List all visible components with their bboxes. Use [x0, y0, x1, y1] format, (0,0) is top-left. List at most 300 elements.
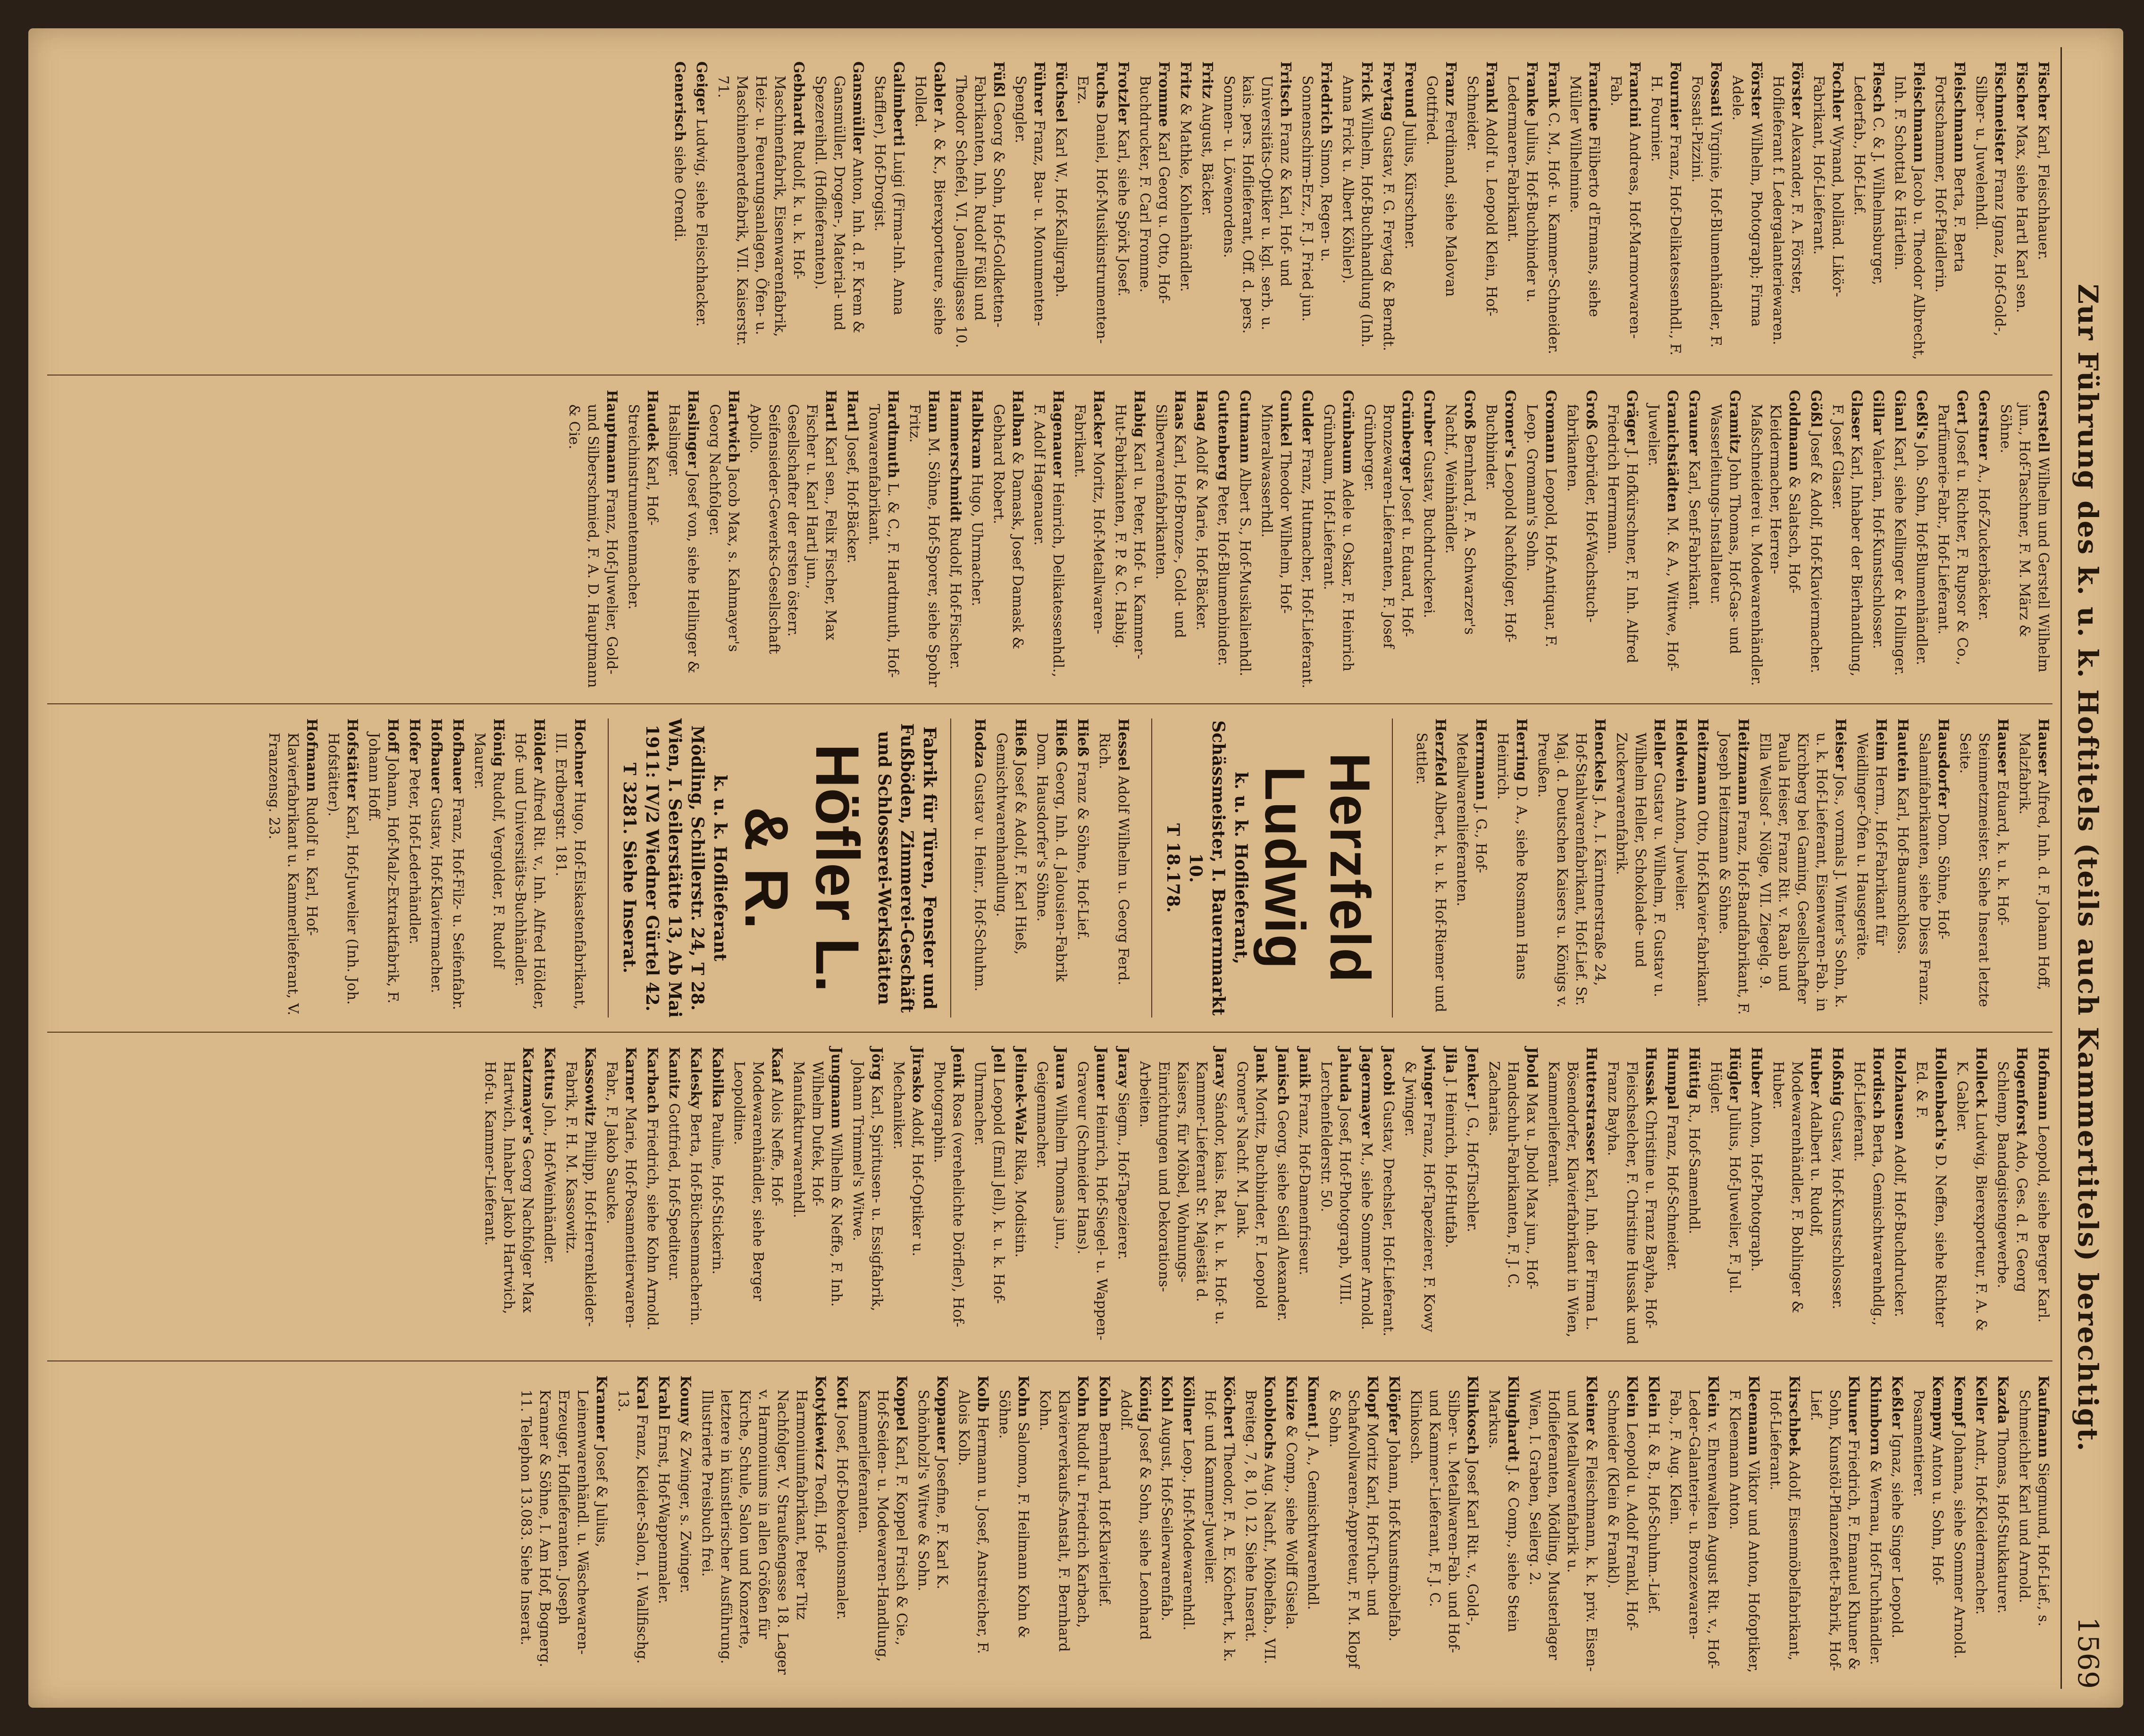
entry-name: Hieß [1074, 718, 1091, 757]
entry-text: Rudolf, Vergolder, F. Rudolf Maurer. [471, 732, 507, 968]
entry-name: Habig [1131, 390, 1147, 438]
entry-text: Franz Ignaz, Hof-Gold-, Silber- u. Juwelenhdl. [1973, 75, 2008, 336]
directory-entry [1974, 390, 1993, 689]
directory-entry [405, 718, 424, 1018]
directory-entry [1828, 1047, 1847, 1346]
entry-name: Halban [1009, 390, 1026, 447]
directory-entry [1693, 718, 1712, 1018]
directory-entry [745, 390, 840, 689]
directory-entry [1319, 390, 1357, 689]
directory-entry [1647, 61, 1684, 360]
directory-entry [1452, 718, 1490, 1018]
entry-name: Gabler [931, 61, 947, 115]
directory-entry [1866, 1376, 1884, 1675]
entry-text: Karl, Inh. der Firma L. Bösendorfer, Klavierfabrikant in Wien, Kammerlieferant. [1545, 1061, 1600, 1337]
directory-entry [540, 1047, 559, 1346]
entry-name: Keßler [1889, 1375, 1905, 1429]
entry-text: Bernhard, Hof-Klavierlief. [1096, 1422, 1113, 1607]
entry-name: Hofmann [303, 718, 320, 792]
entry-name: Hordisch [1870, 1047, 1886, 1119]
entry-name: Groß [1461, 390, 1478, 430]
directory-entry [1993, 1047, 2031, 1346]
entry-text: & Fleischmann, k. k. priv. Eisen- und Metallwarenfabrik u. Hoflieferanten, Mödling, Musterlager Wien, I. Graben, Seilerg. 2. [1526, 1389, 1600, 1672]
entry-name: Kempny [1929, 1375, 1946, 1440]
entry-name: Granichstädten [1664, 390, 1681, 513]
entry-name: Hutterstrasser [1583, 1047, 1600, 1164]
directory-entry [697, 1376, 829, 1675]
directory-entry [1934, 390, 1971, 689]
entry-text: Julius, Hof-Juwelier, F. Jul. Hügler. [1708, 1061, 1743, 1294]
directory-columns [47, 47, 2052, 1689]
directory-entry [1379, 61, 1398, 360]
directory-entry [713, 61, 808, 360]
entry-text: Karl sen., Felix Fischer, Max Fischer u. Karl Hartl jun., Gesellschafter der ersten österr. Seifensieder-Gewerks-Gesellschaft Apollo. [747, 404, 839, 654]
directory-entry [1051, 61, 1070, 360]
directory-entry [643, 1047, 662, 1346]
entry-text: Josef Karl Rit. v., Gold-, Silber- u. Metallwaren-Fab. und Hof- und Kammer-Lieferant, F. J. C. Klinkosch. [1407, 1389, 1481, 1653]
entry-name: Hartwich [725, 390, 742, 463]
directory-entry [1484, 1047, 1541, 1346]
directory-entry [1400, 61, 1419, 360]
entry-text: Karl, siehe Kellinger & Hollinger. [1892, 436, 1908, 676]
entry-name: Führer [1031, 61, 1047, 116]
entry-name: Gromann [1542, 390, 1559, 464]
entry-text: J. Hofkürschner, F. Inh. Alfred Friedrich Herrmann. [1605, 404, 1640, 663]
entry-name: Guttenberg [1215, 390, 1231, 481]
entry-name: Fritz [1177, 61, 1194, 99]
entry-text: Albert S., Hof-Musikalienhdl. [1237, 468, 1253, 676]
entry-name: Heim [1873, 718, 1889, 761]
directory-entry [848, 1047, 886, 1346]
directory-entry [1463, 1047, 1482, 1346]
entry-name: Knoblochs [1261, 1375, 1278, 1459]
directory-entry [889, 1047, 927, 1346]
entry-text: Bernhard, F. A. Schwarzer's Nachf., Weinhändler. [1442, 404, 1478, 635]
entry-name: König [1137, 1375, 1153, 1423]
directory-entry [1032, 718, 1070, 1018]
directory-entry [1338, 61, 1376, 360]
entry-name: Herzfeld [1432, 718, 1449, 787]
directory-entry [905, 390, 943, 689]
entry-name: Holleck [1973, 1047, 1989, 1108]
entry-name: Groner's [1502, 390, 1518, 458]
entry-text: J. & Comp., siehe Stein Markus. [1486, 1389, 1521, 1632]
directory-entry [1303, 1376, 1322, 1675]
directory-entry [1725, 1376, 1763, 1675]
hofler-ad-address-1: Mödling, Schillerstr. 24, T 28. [687, 725, 707, 1011]
entry-text: v. Ehrenwalten August Rit. v., Hof-Leder-Galanterie- u. Bronzewaren-Fab., F. Aug. Klein. [1667, 1389, 1721, 1669]
entry-text: Franz, Hof-Damenfriseur. [1296, 1093, 1313, 1276]
directory-entry [1563, 390, 1600, 689]
entry-name: Jahuda [1337, 1047, 1353, 1102]
entry-text: Aug. Nachf., Möbelfab., VII. Breiteg. 7, 8, 10, 12. Siehe Inserat. [1242, 1389, 1278, 1664]
entry-name: Goldmann [1786, 390, 1802, 472]
entry-name: Hauser [2035, 718, 2052, 776]
entry-text: Hugo, Uhrmacher. [969, 473, 985, 607]
entry-text: Theodor Wilhelm, Hof-Mineralwasserhdl. [1258, 404, 1294, 614]
entry-text: Leopold, siehe Berger Karl. [2035, 1125, 2052, 1323]
entry-text: J. A., Gemischtwarenhdl. [1305, 1433, 1321, 1610]
directory-entry [970, 1047, 1008, 1346]
entry-text: Anton, Hof-Photograph. [1748, 1101, 1765, 1272]
entry-text: Wilhelm, Hof-Buchhandlung (Inh. Anna Frick u. Albert Köhler). [1340, 75, 1375, 348]
entry-text: Ernst, Hof-Wappenmaler. [655, 1424, 672, 1604]
directory-entry [1909, 1376, 1947, 1675]
herzfeld-ad-title: Herzfeld Ludwig [1253, 752, 1382, 984]
entry-name: Krahl [655, 1375, 672, 1420]
directory-entry [1768, 1047, 1825, 1346]
entry-text: Josef & Julius, Leinenwarenhändl. u. Wäschewaren-Erzeuger, Hoflieferanten. Joseph Kranner & Söhne, I. Am Hof, Bognerg. 11. Telephon 13.083. Siehe Inserat. [518, 1389, 610, 1668]
directory-entry [324, 718, 361, 1018]
entry-text: Luigi (Firma-Inh. Anna Staffler), Hof-Drogist. [871, 75, 907, 316]
entry-text: Georg, Inh. d. Jalousien-Fabrik Dom. Hausdorfer's Söhne. [1034, 732, 1069, 982]
entry-name: Kalesky [687, 1047, 704, 1109]
entry-text: Karl, Inhaber der Bierhandlung, F. Josef Glaser. [1829, 404, 1865, 677]
entry-text: Moritz Karl, Hof-Tuch- und Schafwollwaren-Appreteur, F. M. Klopf & Sohn. [1326, 1389, 1381, 1669]
directory-entry [1325, 1376, 1382, 1675]
directory-entry [564, 390, 621, 689]
entry-name: Kohn [1015, 1375, 1031, 1418]
entry-text: Leopold, Hof-Antiquar, F. Leop. Gromann's Sohn. [1524, 404, 1559, 648]
entry-name: Hofbauer [428, 718, 444, 793]
hofler-ad-phone: T 3281. Siehe Inserat. [620, 762, 639, 974]
entry-text: Joh., Hof-Weinhändler. [541, 1104, 558, 1265]
entry-text: Thomas, Hof-Stukkaturer. [1994, 1428, 2011, 1614]
entry-name: Klinghardt [1505, 1375, 1521, 1462]
directory-entry [1747, 390, 1803, 689]
entry-text: John Thomas, Hof-Gas- und Wasserleitungs-Installateur. [1708, 404, 1743, 654]
hofler-ad-title: Höfler L. & R. [732, 743, 872, 993]
entry-text: Alfred, Inh. d. F. Johann Hoff, Malzfabrik. [2016, 732, 2052, 991]
entry-name: Klinkosch [1464, 1375, 1481, 1455]
directory-entry [1566, 61, 1603, 360]
entry-name: Francine [1586, 61, 1602, 132]
entry-name: Galimberti [890, 61, 907, 147]
directory-entry [1887, 1376, 1906, 1675]
herzfeld-ad-line: k. u. k. Hoflieferant, Schässmeister, I. Bauernmarkt 10. [1186, 720, 1251, 1016]
directory-entry [995, 1376, 1032, 1675]
entry-text: Rudolf u. Friedrich Karbach, Klavierverkaufs-Anstalt, F. Bernhard Kohn. [1037, 1389, 1091, 1652]
column-3-entries-bottom [264, 718, 589, 1018]
directory-entry [1755, 718, 1850, 1018]
directory-entry [1419, 390, 1438, 689]
directory-entry [1606, 61, 1644, 360]
entry-text: Karl, F. Koppel Frisch & Cie., Hof-Seiden- u. Modewaren-Handlung, Kammerlieferanten. [855, 1389, 910, 1662]
directory-entry [1073, 61, 1111, 360]
entry-name: Frank [1545, 61, 1562, 108]
entry-text: Gustav, Hof-Klaviermacher. [428, 797, 444, 993]
entry-name: Hautein [1894, 718, 1911, 783]
entry-name: Kohl [1158, 1375, 1175, 1413]
entry-name: Gößl [1808, 390, 1824, 428]
directory-entry [1993, 1376, 2012, 1675]
entry-name: Khuner [1845, 1375, 1862, 1436]
entry-text: Karl, Hof-Baumschloss. [1894, 787, 1911, 955]
entry-text: Karl W., Hof-Kalligraph. [1053, 127, 1069, 298]
entry-name: Kranner [593, 1375, 610, 1442]
entry-text: Franz, Hof-Filz- u. Seifenfabr. [450, 797, 466, 1010]
entry-name: Jagermayer [1358, 1047, 1375, 1138]
entry-text: Virginie, Hof-Blumenhändler, F. Fossati-Pizzini. [1689, 75, 1724, 348]
entry-text: Josef & Sohn, siehe Leonhard Adolf. [1118, 1389, 1153, 1640]
entry-name: Jelinek-Walz [1012, 1047, 1029, 1144]
directory-entry [664, 1047, 683, 1346]
directory-entry [992, 718, 1030, 1018]
entry-name: Hüttig [1686, 1047, 1702, 1099]
directory-entry [1644, 1376, 1663, 1675]
entry-name: Gianl [1892, 390, 1908, 433]
directory-entry [811, 61, 867, 360]
directory-entry [1412, 718, 1449, 1018]
directory-entry [1493, 718, 1531, 1018]
directory-entry [551, 718, 589, 1018]
entry-text: Josef von, siehe Hellinger & Haslinger. [666, 404, 701, 674]
entry-name: Koppauer [934, 1375, 950, 1453]
directory-entry [1806, 390, 1825, 689]
entry-text: J. G., Hof-Metallwarenlieferanten. [1454, 732, 1489, 907]
entry-name: Hofbauer [450, 718, 466, 793]
entry-name: Glaser [1848, 390, 1865, 441]
entry-name: Kazda [1994, 1375, 2011, 1424]
directory-entry [1915, 718, 1952, 1018]
entry-text: Jos., vormals J. Winter's Sohn, k. u. k. Hof-Lieferant, Eisenwaren-Fab. in Kirchberg bei Gaming, Gesellschafter Paula Heiser, Franz Rit. v. Raab und Ella Weilsof - Nölge, VII. Ziegelg. 9. [1757, 732, 1849, 1012]
directory-entry [1379, 1047, 1398, 1346]
entry-text: Moritz, Hof-Metallwaren-Fabrikant. [1072, 404, 1107, 634]
entry-name: Heitzmann [1694, 718, 1711, 806]
directory-entry [1095, 718, 1132, 1018]
directory-entry [1463, 61, 1500, 360]
entry-name: Fischer [2013, 61, 2030, 120]
entry-text: August, Hof-Seilerwarenfab. [1158, 1417, 1175, 1621]
entry-text: Ignaz, siehe Singer Leopold. [1889, 1433, 1905, 1638]
entry-text: Leopold (Emil Jell), k. u. k. Hof-Uhrmacher. [972, 1061, 1007, 1304]
column-4 [47, 1032, 2052, 1360]
directory-entry [624, 390, 662, 689]
page-header [2060, 47, 2114, 1689]
entry-text: Karl, Hof-Streichinstrumentenmacher. [625, 404, 661, 610]
directory-entry [2034, 1047, 2052, 1346]
entry-text: Franz, Kleider-Salon, I. Wallfischg. 13. [615, 1389, 650, 1664]
entry-name: Franke [1524, 61, 1540, 117]
page-number: 1569 [2071, 1617, 2104, 1689]
entry-name: Kassowitz [582, 1047, 598, 1126]
directory-entry [1890, 1047, 1909, 1346]
entry-text: Gebrüder, Hof-Wachstuch-fabrikanten. [1564, 404, 1600, 623]
hofler-ad-line: k. u. k. Hoflieferant [710, 775, 730, 961]
directory-entry [705, 390, 743, 689]
entry-name: Fochler [1829, 61, 1846, 121]
entry-name: Hagenauer [1050, 390, 1066, 478]
directory-entry [1715, 718, 1752, 1018]
directory-entry [1357, 1047, 1376, 1346]
entry-name: Holzhausen [1892, 1047, 1908, 1140]
entry-text: Karl, Hof-Juwelier (Inh. Joh. Hofstätter). [325, 732, 360, 1005]
entry-name: Fuchs [1093, 61, 1110, 108]
directory-entry [1747, 1047, 1766, 1346]
entry-text: Pauline, Hof-Stickerin. [709, 1112, 726, 1275]
entry-text: Josef & Adolf, F. Karl Hieß, Gemischtwarenhandlung. [993, 732, 1029, 955]
entry-name: Hügler [1726, 1047, 1743, 1102]
entry-name: Generisch [671, 61, 688, 142]
entry-text: Viktor und Anton, Hofoptiker, F. Kleemann Anton. [1726, 1389, 1762, 1673]
directory-entry [946, 390, 964, 689]
directory-entry [789, 1047, 846, 1346]
entry-name: Humpal [1664, 1047, 1681, 1110]
entry-name: Keller [1973, 1375, 1989, 1424]
directory-entry [1706, 1047, 1744, 1346]
entry-text: Daniel, Hof-Musikinstrumenten-Erz. [1074, 75, 1110, 344]
entry-name: Jaray [1115, 1047, 1131, 1088]
entry-text: & Mathke, Kohlenhändler. [1177, 103, 1194, 292]
directory-entry [1766, 1376, 1803, 1675]
directory-entry [1687, 61, 1725, 360]
entry-name: Hollenbach's [1932, 1047, 1949, 1150]
directory-entry [1176, 61, 1195, 360]
entry-text: Rosa (verehelichte Dörfler), Hof-Photographin. [931, 1061, 966, 1327]
directory-entry [1111, 390, 1148, 689]
directory-entry [1728, 61, 1766, 360]
entry-text: M. Söhne, Hof-Sporer, siehe Spohr Fritz. [906, 404, 942, 687]
entry-text: Wilhelm, Photograph; Firma Adele. [1729, 75, 1765, 327]
column-3-entries-mid [970, 718, 1132, 1018]
entry-name: Hammerschmidt [947, 390, 963, 523]
entry-text: Karl, Hof-Bronze-, Gold- und Silberwarenfabrikanten. [1153, 404, 1188, 638]
entry-text: Siegmund, Hof-Lief., s. Schmeichler Karl und Arnold. [2016, 1389, 2052, 1627]
entry-text: Berta, Gemischtwarenhdlg., Hof-Lieferant. [1851, 1061, 1886, 1326]
directory-entry [1295, 1047, 1314, 1346]
directory-entry [561, 1047, 599, 1346]
entry-name: Haudek [644, 390, 661, 451]
directory-entry [654, 1376, 673, 1675]
entry-name: Haas [1172, 390, 1188, 430]
entry-name: Hochner [571, 718, 588, 787]
herzfeld-ad-phone: T 18.178. [1163, 823, 1183, 913]
directory-entry [864, 390, 902, 689]
entry-name: Huber [1808, 1047, 1824, 1097]
directory-entry [516, 1376, 611, 1675]
entry-name: Grünbaum [1340, 390, 1356, 475]
entry-name: Klein [1645, 1375, 1662, 1418]
entry-text: Ludwig, siehe Fleischhacker. [693, 118, 710, 327]
directory-entry [954, 1376, 992, 1675]
entry-text: Anton, Inh. d. F. Krem & Gansmüller, Drogen-, Material- und Spezereihdl. (Hoflieferanten). [812, 75, 866, 334]
directory-entry [1298, 61, 1335, 360]
entry-name: Kanitz [666, 1047, 682, 1099]
directory-entry [1666, 1376, 1722, 1675]
directory-entry [1095, 1376, 1114, 1675]
entry-text: Julius, Hof-Buchbinder u. Ledermaren-Fabrikant. [1505, 75, 1540, 303]
directory-entry [1151, 390, 1189, 689]
directory-entry [1868, 390, 1887, 689]
entry-name: Klöpfer [1386, 1375, 1402, 1435]
entry-name: Kral [634, 1375, 650, 1410]
entry-name: Hofer [406, 718, 423, 764]
directory-entry [1116, 1376, 1154, 1675]
entry-name: Hartl [822, 390, 839, 432]
entry-name: Kaufmann [2035, 1375, 2052, 1458]
directory-entry [1828, 390, 1866, 689]
running-title: Zur Führung des k. u. k. Hoftitels (teils auch Kammertitels) berechtigt. [2072, 284, 2104, 1452]
entry-name: Gutmann [1237, 390, 1253, 464]
entry-text: A., Hof-Zuckerbäcker. [1976, 464, 1992, 621]
directory-entry [911, 61, 948, 360]
entry-name: Hönig [490, 718, 507, 767]
entry-name: Gräger [1624, 390, 1640, 445]
entry-text: Franz & Karl, Hof- und Universitäts-Optiker u. kgl. serb. u. kais. pers. Hoflieferant, Off. d. pers. Sonnen- u. Löwenordens. [1221, 75, 1294, 334]
directory-entry [1073, 1047, 1111, 1346]
entry-name: Hacker [1090, 390, 1107, 448]
entry-text: Herm., Hof-Fabrikant für Weidlinger-Öfen u. Hausgeräte. [1854, 732, 1889, 960]
directory-entry [1850, 61, 1887, 360]
entry-text: Simon, Regen- u. Sonnenschirm-Erz., F. J. Fried jun. [1299, 75, 1334, 322]
entry-text: & Wernau, Hof-Tuchhändler. [1867, 1460, 1884, 1665]
entry-text: Gustav u. Wilhelm, F. Gustav u. Wilhelm Heller, Schokolade- und Zuckerwarenfabrik. [1613, 732, 1667, 997]
entry-text: Gustav, Drechsler, Hof-Lieferant. [1380, 1101, 1397, 1336]
entry-text: Hermann u. Josef, Anstreicher, F. Alois Kolb. [955, 1389, 991, 1654]
directory-entry [1219, 61, 1295, 360]
entry-text: Philipp, Hof-Herrenkleider-Fabrik, F. H. M. Kassowitz. [563, 1061, 598, 1327]
entry-text: Andr., Hof-Kleidermacher. [1973, 1428, 1989, 1615]
directory-entry [1406, 1376, 1482, 1675]
entry-text: Franz, Hof-Schneider. [1664, 1114, 1681, 1272]
entry-text: Eduard, k. u. k. Hof-Steinmetzmeister. Siehe Inserat letzte Seite. [1957, 732, 2011, 1007]
directory-entry [1663, 1047, 1682, 1346]
directory-entry [1890, 390, 1909, 689]
entry-text: Valerian, Hof-Kunstschlosser. [1870, 439, 1886, 649]
entry-text: Heinrich, Delikatessenhdl., F. Adolf Hagenauer. [1031, 404, 1066, 677]
entry-text: & Comp., siehe Wolff Gisela. [1283, 1425, 1299, 1630]
directory-entry [1192, 390, 1211, 689]
directory-entry [1644, 390, 1682, 689]
entry-text: Jacob Max, s. Kahmayer's Georg Nachfolger. [706, 404, 742, 652]
entry-name: Flesch [1870, 61, 1886, 113]
entry-name: Fischmeister [1992, 61, 2008, 164]
entry-name: Gunkel [1277, 390, 1294, 447]
entry-text: Franz, Hutmacher, Hof-Lieferant. [1299, 448, 1315, 689]
directory-entry [1671, 718, 1690, 1018]
directory-entry [967, 390, 986, 689]
directory-entry [1971, 1376, 1990, 1675]
entry-text: Johann, Hof-Kunstmöbelfab. [1386, 1439, 1402, 1642]
entry-name: Jenker [1464, 1047, 1481, 1099]
entry-name: Heldwein [1673, 718, 1689, 793]
entry-name: Jaray [1212, 1047, 1229, 1088]
directory-entry [676, 1376, 695, 1675]
directory-entry [1890, 61, 1928, 360]
entry-name: Kirschbek [1786, 1375, 1802, 1456]
entry-name: Khimborn [1867, 1375, 1884, 1456]
directory-entry [1893, 718, 1912, 1018]
entry-name: Kabilka [709, 1047, 726, 1108]
directory-entry [511, 718, 548, 1018]
entry-text: Alois Neffe, Hof-Modewarenhändler, siehe Berger Leopoldine. [731, 1061, 785, 1301]
directory-entry [1214, 390, 1232, 689]
entry-name: Haslinger [685, 390, 701, 468]
entry-name: Köllner [1180, 1375, 1197, 1435]
entry-name: Hieß [1012, 718, 1029, 757]
entry-text: J. G., Hof-Tischler. [1464, 1103, 1481, 1233]
entry-name: Jauner [1093, 1047, 1110, 1100]
entry-text: Ludwig, Bierexporteur, F. A. & K. Gabler. [1954, 1061, 1989, 1331]
directory-entry [1503, 61, 1541, 360]
entry-name: Fischer [2035, 61, 2052, 120]
entry-text: M., siehe Sommer Arnold. [1358, 1142, 1375, 1330]
directory-entry [1070, 390, 1108, 689]
directory-entry [989, 390, 1027, 689]
directory-entry [1235, 390, 1254, 689]
entry-text: J. A., I. Kärntnerstraße 24, Hof-Stahlwarenfabrikant, Hof-Lief. Sr. Maj. d. Deutschen Kaisers u. Königs v. Preußen. [1535, 732, 1608, 1008]
directory-entry [480, 1047, 537, 1346]
